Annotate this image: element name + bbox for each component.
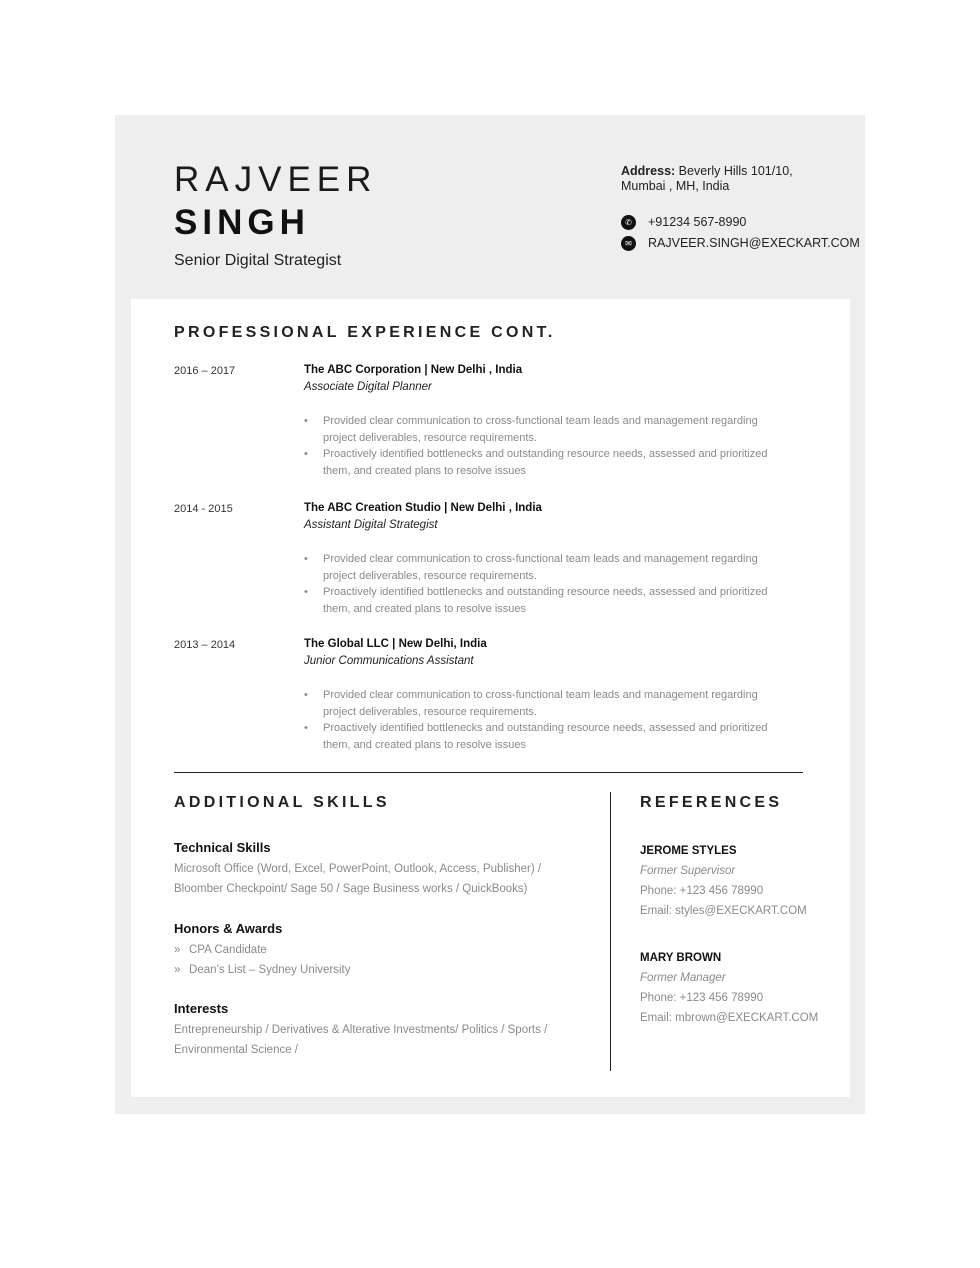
job-dates: 2016 – 2017 xyxy=(174,365,236,377)
award-marker: » xyxy=(174,944,181,956)
job-dates: 2013 – 2014 xyxy=(174,639,236,651)
first-name: RAJVEER xyxy=(174,160,378,199)
job-role: Assistant Digital Strategist xyxy=(304,519,438,531)
mail-icon: ✉ xyxy=(621,236,636,251)
job-bullet: • Proactively identified bottlenecks and outstanding resource needs, assessed and prioritized them, and created plans to resolve issues xyxy=(304,446,784,479)
job-company: The ABC Creation Studio | New Delhi , India xyxy=(304,502,542,514)
reference-phone: Phone: +123 456 78990 xyxy=(640,885,764,897)
job-bullet: • Proactively identified bottlenecks and outstanding resource needs, assessed and prioritized them, and created plans to resolve issues xyxy=(304,720,784,753)
award-text: Dean’s List – Sydney University xyxy=(189,964,351,976)
job-bullet: • Provided clear communication to cross-functional team leads and management regarding project deliverables, resource requirements. xyxy=(304,413,784,446)
job-bullets xyxy=(304,551,784,618)
reference-email: Email: styles@EXECKART.COM xyxy=(640,905,807,917)
reference-phone: Phone: +123 456 78990 xyxy=(640,992,764,1004)
email-address: RAJVEER.SINGH@EXECKART.COM xyxy=(648,236,860,250)
honors-heading: Honors & Awards xyxy=(174,921,283,936)
technical-skills-heading: Technical Skills xyxy=(174,840,271,855)
job-bullet: • Provided clear communication to cross-functional team leads and management regarding project deliverables, resource requirements. xyxy=(304,687,784,720)
award-item xyxy=(174,960,351,980)
job-bullets xyxy=(304,413,784,480)
job-bullet: • Provided clear communication to cross-functional team leads and management regarding project deliverables, resource requirements. xyxy=(304,551,784,584)
award-text: CPA Candidate xyxy=(189,944,267,956)
job-role: Junior Communications Assistant xyxy=(304,655,474,667)
column-divider xyxy=(610,792,611,1071)
references-heading: REFERENCES xyxy=(640,794,783,811)
experience-heading: PROFESSIONAL EXPERIENCE CONT. xyxy=(174,324,556,341)
section-divider xyxy=(174,772,803,773)
reference-title: Former Supervisor xyxy=(640,865,736,877)
reference-email: Email: mbrown@EXECKART.COM xyxy=(640,1012,819,1024)
job-title: Senior Digital Strategist xyxy=(174,252,342,269)
interests-text: Entrepreneurship / Derivatives & Alterative Investments/ Politics / Sports / Environmental Science / xyxy=(174,1024,548,1056)
job-bullet: • Proactively identified bottlenecks and outstanding resource needs, assessed and prioritized them, and created plans to resolve issues xyxy=(304,584,784,617)
job-dates: 2014 - 2015 xyxy=(174,503,233,515)
technical-skills-text: Microsoft Office (Word, Excel, PowerPoint, Outlook, Access, Publisher) / Bloomber Checkpoint/ Sage 50 / Sage Business works / QuickBooks) xyxy=(174,863,542,895)
last-name: SINGH xyxy=(174,203,310,242)
interests-heading: Interests xyxy=(174,1001,229,1016)
reference-title: Former Manager xyxy=(640,972,726,984)
phone-number: +91234 567-8990 xyxy=(648,215,747,229)
job-company: The ABC Corporation | New Delhi , India xyxy=(304,364,523,376)
job-company: The Global LLC | New Delhi, India xyxy=(304,638,487,650)
job-role: Associate Digital Planner xyxy=(304,381,432,393)
award-item xyxy=(174,940,267,960)
address-value: Beverly Hills 101/10, Mumbai , MH, India xyxy=(621,164,793,193)
job-bullets xyxy=(304,687,784,754)
reference-name: MARY BROWN xyxy=(640,952,722,964)
phone-icon: ✆ xyxy=(621,215,636,230)
skills-heading: ADDITIONAL SKILLS xyxy=(174,794,390,811)
address xyxy=(621,164,831,194)
address-label: Address: xyxy=(621,164,676,178)
reference-name: JEROME STYLES xyxy=(640,845,737,857)
award-marker: » xyxy=(174,964,181,976)
